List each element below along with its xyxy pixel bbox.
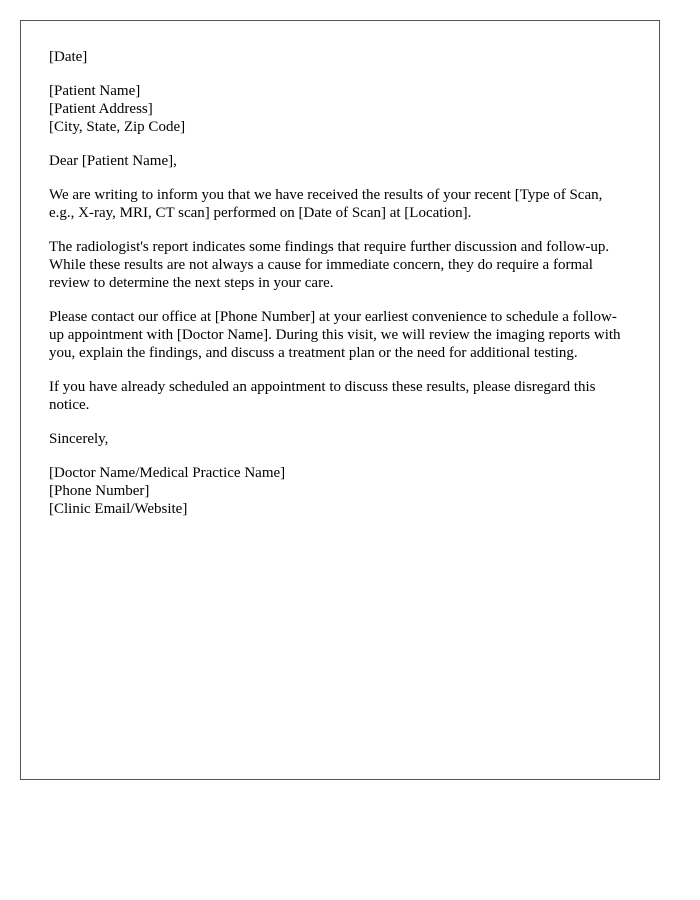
signature-phone: [Phone Number]	[49, 483, 150, 499]
body-paragraph-findings: The radiologist's report indicates some findings that require further discussion and follow-up. While these results are not always a cause for immediate concern, they do require a formal review to determine the next steps in your care.	[49, 239, 610, 291]
signature-block	[49, 464, 631, 518]
signature-contact: [Clinic Email/Website]	[49, 501, 188, 517]
recipient-city-state-zip: [City, State, Zip Code]	[49, 119, 186, 135]
recipient-name: [Patient Name]	[49, 83, 141, 99]
salutation: Dear [Patient Name],	[49, 153, 177, 169]
body-paragraph-contact: Please contact our office at [Phone Number] at your earliest convenience to schedule a follow-up appointment with [Doctor Name]. During this visit, we will review the imaging reports with you, explain the findings, and discuss a treatment plan or the need for additional testing.	[49, 309, 621, 361]
letter-date: [Date]	[49, 49, 88, 65]
letter-page	[20, 20, 660, 780]
recipient-block	[49, 82, 631, 136]
signature-name: [Doctor Name/Medical Practice Name]	[49, 465, 286, 481]
recipient-address: [Patient Address]	[49, 101, 153, 117]
closing: Sincerely,	[49, 431, 109, 447]
body-paragraph-results: We are writing to inform you that we have received the results of your recent [Type of Scan, e.g., X-ray, MRI, CT scan] performed on [Date of Scan] at [Location].	[49, 187, 603, 221]
body-paragraph-disregard: If you have already scheduled an appointment to discuss these results, please disregard this notice.	[49, 379, 596, 413]
